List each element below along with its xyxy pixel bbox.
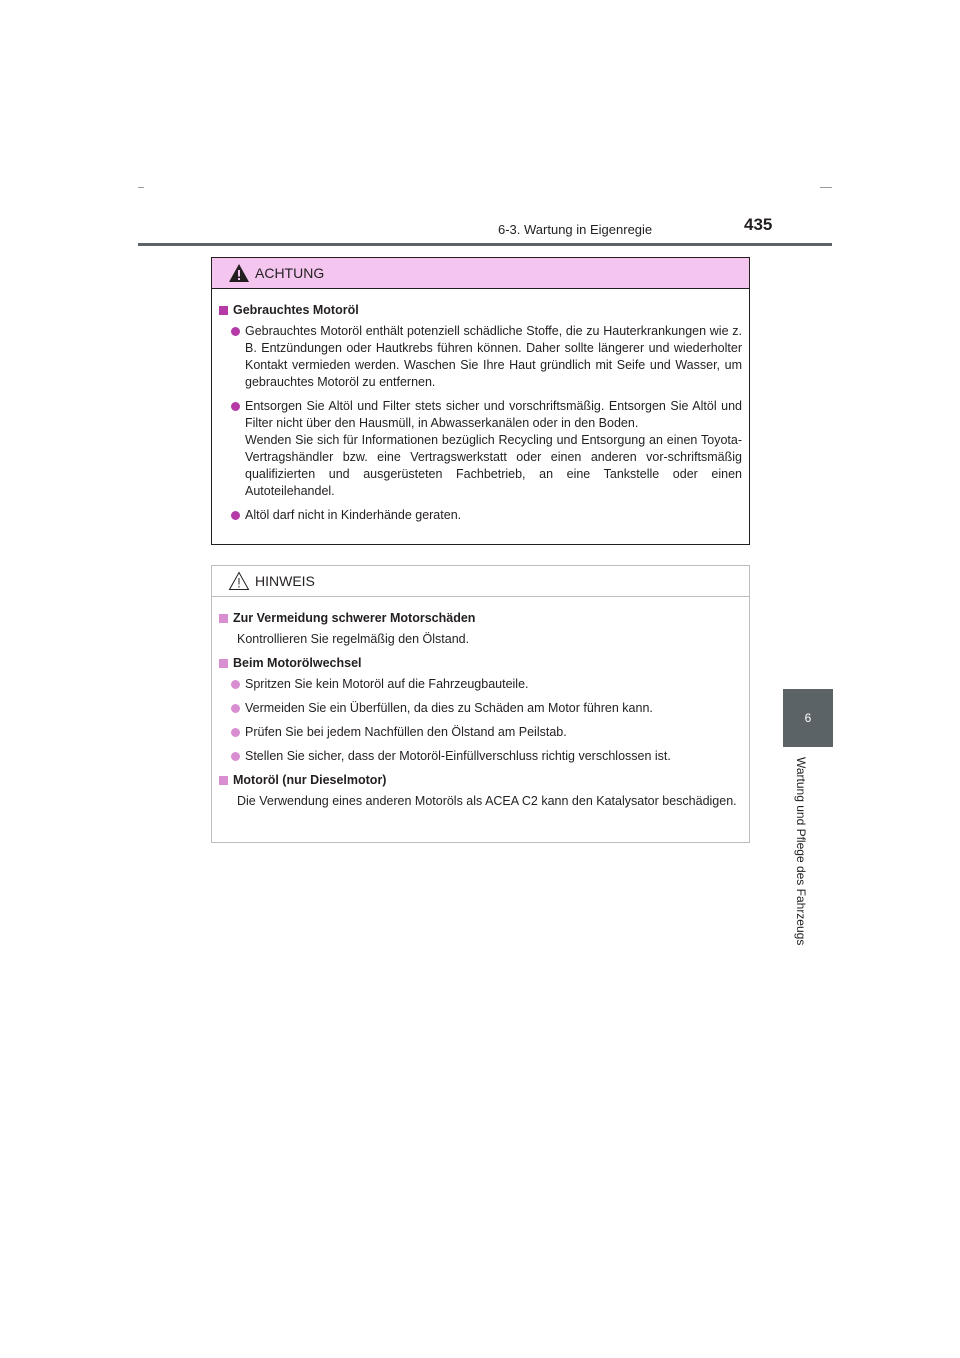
- header-rule: [138, 243, 832, 246]
- warning-heading: [219, 302, 742, 319]
- notice-title: HINWEIS: [255, 573, 315, 589]
- notice-heading-text: Beim Motorölwechsel: [233, 656, 362, 670]
- list-item: [231, 398, 742, 500]
- round-bullet-icon: [231, 402, 240, 411]
- notice-header: [212, 566, 749, 597]
- notice-paragraph: Die Verwendung eines anderen Motoröls als ACEA C2 kann den Katalysator beschädigen.: [237, 794, 737, 808]
- warning-box: [211, 257, 750, 545]
- square-bullet-icon: [219, 306, 228, 315]
- round-bullet-icon: [231, 704, 240, 713]
- notice-heading-text: Zur Vermeidung schwerer Motorschäden: [233, 611, 476, 625]
- notice-heading: [219, 610, 742, 627]
- list-item-text: Stellen Sie sicher, dass der Motoröl-Einfüllverschluss richtig verschlossen ist.: [245, 749, 671, 763]
- list-item-text: Vermeiden Sie ein Überfüllen, da dies zu Schäden am Motor führen kann.: [245, 701, 653, 715]
- chapter-tab: [783, 689, 833, 747]
- round-bullet-icon: [231, 728, 240, 737]
- list-item-text: Entsorgen Sie Altöl und Filter stets sicher und vorschriftsmäßig. Entsorgen Sie Altöl und Filter nicht über den Hausmüll, in Abwasserkanälen oder in den Boden.: [245, 399, 742, 430]
- list-item-text: Prüfen Sie bei jedem Nachfüllen den Ölstand am Peilstab.: [245, 725, 567, 739]
- list-item: [231, 507, 742, 524]
- square-bullet-icon: [219, 776, 228, 785]
- chapter-label: Wartung und Pflege des Fahrzeugs: [794, 757, 808, 946]
- list-item: [231, 676, 742, 693]
- notice-triangle-icon: [228, 571, 250, 591]
- list-item: [231, 323, 742, 391]
- warning-triangle-icon: [228, 263, 250, 283]
- square-bullet-icon: [219, 659, 228, 668]
- round-bullet-icon: [231, 680, 240, 689]
- section-title: 6-3. Wartung in Eigenregie: [498, 222, 653, 237]
- round-bullet-icon: [231, 752, 240, 761]
- warning-title: ACHTUNG: [255, 265, 325, 281]
- list-item-continuation: Wenden Sie sich für Informationen bezüglich Recycling und Entsorgung an einen Toyota-Vertragshändler bzw. eine Vertragswerkstatt oder einen anderen vor-schriftsmäßig qualifizierten und ausgerüsteten Fachbetrieb, an eine Tankstelle oder einen Autoteilehandel.: [245, 433, 742, 498]
- crop-mark-left: [138, 187, 144, 188]
- warning-header: [212, 258, 749, 289]
- warning-heading-text: Gebrauchtes Motoröl: [233, 303, 359, 317]
- round-bullet-icon: [231, 511, 240, 520]
- notice-paragraph: Kontrollieren Sie regelmäßig den Ölstand.: [237, 632, 470, 646]
- warning-body: [212, 289, 749, 524]
- notice-heading: [219, 655, 742, 672]
- list-item: [231, 748, 742, 765]
- page-number: 435: [744, 215, 773, 234]
- list-item: [231, 700, 742, 717]
- square-bullet-icon: [219, 614, 228, 623]
- list-item-block: [245, 398, 742, 500]
- notice-heading: [219, 772, 742, 789]
- crop-mark-right: [820, 187, 832, 188]
- list-item-text: Spritzen Sie kein Motoröl auf die Fahrzeugbauteile.: [245, 677, 529, 691]
- list-item-text: Altöl darf nicht in Kinderhände geraten.: [245, 508, 462, 522]
- notice-heading-text: Motoröl (nur Dieselmotor): [233, 773, 387, 787]
- round-bullet-icon: [231, 327, 240, 336]
- list-item: [231, 724, 742, 741]
- chapter-number: 6: [804, 711, 812, 725]
- list-item-text: Gebrauchtes Motoröl enthält potenziell schädliche Stoffe, die zu Hauterkrankungen wie z. B. Entzündungen oder Hautkrebs führen können. Daher sollte längerer und wiederholter Kontakt vermieden werden. Waschen Sie Ihre Haut gründlich mit Seife und Wasser, um gebrauchtes Motoröl zu entfernen.: [245, 324, 742, 389]
- notice-body: [212, 597, 749, 810]
- notice-box: [211, 565, 750, 843]
